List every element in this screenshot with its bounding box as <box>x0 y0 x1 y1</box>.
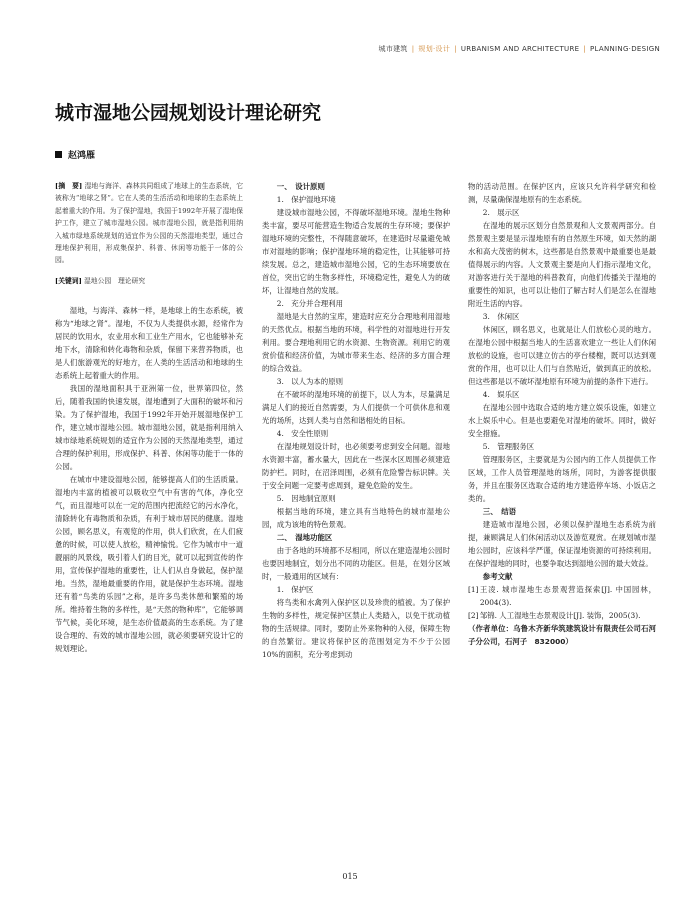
paragraph: 湿地，与海洋、森林一样，是地球上的生态系统，被称为“地球之肾”。湿地，不仅为人类提供水源，经常作为居民的饮用水，农业用水和工业生产用水，它也能够补充地下水，清除和转化毒物和杂质，保留下来营养物质，也是人们旅游观光的好地方，在人类的生活活动和地球的生态系统上起着重大的作用。 <box>55 305 243 380</box>
subsection-heading: 4. 安全性原则 <box>276 429 329 438</box>
keywords <box>55 275 243 288</box>
section-heading: 三、 结语 <box>482 507 517 516</box>
header-cn-a: 城市建筑 <box>378 45 408 53</box>
paragraph: 我国的湿地面积具于亚洲第一位，世界第四位，然后，随着我国的快速发展，湿地遭到了大面积的破坏和污染。为了保护湿地，我国于1992年开始开展湿地保护工作，建立城市湿地公园。城市湿地公园，就是指利用纳入城市绿地系统规划的适宜作为公园的天然湿地类型，通过合理的保护利用，形成保护、科普、休闲等功能于一体的公园。 <box>55 383 243 471</box>
paragraph: 在不破坏的湿地环境的前提下，以人为本，尽量满足满足人们的接近自然需要，为人们提供一个可供休息和观光的场所，达到人类与自然和谐相处的目标。 <box>262 390 450 425</box>
header-en-b: PLANNING·DESIGN <box>590 45 660 53</box>
header-en-a: URBANISM AND ARCHITECTURE <box>460 45 580 53</box>
column-1 <box>55 180 243 655</box>
subsection-heading: 3. 以人为本的原则 <box>276 377 343 386</box>
paragraph: 管理服务区，主要就是为公园内的工作人员提供工作区域，工作人员管理湿地的场所，同时，为游客提供服务，并且在服务区选取合适的地方建造停车场、小饭店之类的。 <box>468 455 656 503</box>
column-3 <box>468 180 656 648</box>
paragraph: 休闲区，顾名思义，也就是让人们放松心灵的地方。在湿地公园中根据当地人的生活喜欢建立一些让人们休闲放松的设施，也可以建立仿古的亭台楼榭，既可以达到观赏的作用，也可以让人们与自然贴近，做到真正的放松。但这些都是以不破坏湿地原有环境为前提的条件下进行。 <box>468 325 656 386</box>
page-number: 015 <box>342 872 358 881</box>
reference-item <box>468 583 656 609</box>
keywords-text: 湿地公园 理论研究 <box>84 276 146 285</box>
subsection-heading: 1. 保护湿地环境 <box>276 195 336 204</box>
section-heading: 一、 设计原则 <box>276 182 325 191</box>
paragraph: 物的活动范围。在保护区内，应该只允许科学研究和检测，尽量确保湿地原有的生态系统。 <box>468 182 656 204</box>
paragraph: 建设城市湿地公园，不得破坏湿地环境。湿地生物种类丰富，要尽可能营造生物适合发展的生存环境；要保护湿地环境的完整性，不得随意破坏，在建造时尽量避免城市对湿地的影响；保护湿地环境的稳定性，让其能够可持续发展。总之，建造城市湿地公园，它的生态环境要放在首位，突出它的生物多样性，环境稳定性，避免人为的破坏，让湿地自然的发展。 <box>262 208 450 295</box>
paragraph: 将鸟类和水禽列入保护区以及珍贵的植被。为了保护生物的多样性，规定保护区禁止人类踏入，以免干扰动植物的生活规律。同时，要防止外来物种的入侵，保障生物的自然繁衍。建议将保护区的范围划定为不少于公园 10%的面积，充分考虑到动 <box>262 598 450 659</box>
subsection-heading: 1. 保护区 <box>276 585 314 594</box>
subsection-heading: 4. 娱乐区 <box>482 390 520 399</box>
abstract <box>55 180 243 267</box>
reference-text: 邹锦. 人工湿地生态景观设计[J]. 装饰，2005(3). <box>479 611 641 620</box>
column-2 <box>262 180 450 661</box>
article-title: 城市湿地公园规划设计理论研究 <box>55 102 322 124</box>
paragraph: 在城市中建设湿地公园，能够提高人们的生活质量。湿地内丰富的植被可以吸收空气中有害的气体，净化空气，而且湿地可以在一定的范围内把流经它的污水净化，清除转化有毒物质和杂质，有利于城市居民的健康。湿地公园，顾名思义，有观览的作用，供人们欣赏，在人们疲惫的时候，可以使人放松，精神愉悦。它作为城市中一道靓丽的风景线，吸引着人们的目光，就可以起到宣传的作用，宣传保护湿地的重要性，让人们从自身做起，保护湿地。当然，湿地最重要的作用，就是保护生态环境。湿地还有着“鸟类的乐园”之称，是许多鸟类休憩和繁殖的场所。维持着生物的多样性，是“天然的物种库”，它能够调节气候，美化环境，是生态价值最高的生态系统。为了建设合理的、有效的城市湿地公园，就必须要研究设计它的规划理论。 <box>55 474 243 653</box>
reference-item <box>468 609 656 622</box>
reference-number: [2] <box>468 611 479 620</box>
paragraph: 根据当地的环境，建立具有当地特色的城市湿地公园，成为该地的特色景观。 <box>262 507 450 529</box>
paragraph: 在湿地公园中选取合适的地方建立娱乐设施，如建立水上娱乐中心。但是也要避免对湿地的破坏。同时，做好安全措施。 <box>468 403 656 438</box>
section-heading: 二、 湿地功能区 <box>276 533 333 542</box>
paragraph: 由于各地的环境都不尽相同，所以在建造湿地公园时也要因地制宜，划分出不同的功能区。但是，在划分区域时，一般通用的区域有： <box>262 546 450 581</box>
abstract-label: [摘 要] <box>55 182 83 190</box>
running-header: 城市建筑 | 规划·设计 | URBANISM AND ARCHITECTURE | PLANNING·DESIGN <box>378 45 660 53</box>
paragraph: 在湿地规划设计时，也必须要考虑到安全问题。湿地水资源丰富，蓄水量大，因此在一些深水区周围必须建造防护栏。同时，在沼泽周围，必须有危险警告标识牌。关于安全问题一定要考虑周到，避免危险的发生。 <box>262 442 450 490</box>
paragraph: 在湿地的展示区划分自然景观和人文景观两部分。自然景观主要是显示湿地原有的自然原生环境，如天然的湖水和高大茂密的树木，这些都是自然景观中最重要也是最值得展示的内容。人文景观主要是向人们指示湿地文化，对游客进行关于湿地的科普教育，向他们传播关于湿地的重要性的知识，也可以让他们了解古时人们是怎么在湿地附近生活的内容。 <box>468 221 656 308</box>
subsection-heading: 2. 展示区 <box>482 208 520 217</box>
reference-text: 王凌. 城市湿地生态景观营造探索[J]. 中国园林，2004(3). <box>479 585 656 607</box>
author-affiliation: （作者单位：乌鲁木齐新华筑建筑设计有限责任公司石河子分公司，石河子 832000） <box>468 624 656 646</box>
paragraph: 建造城市湿地公园，必须以保护湿地生态系统为前提，兼顾满足人们休闲活动以及游览观赏。在规划城市湿地公园时，应该科学严谨，保证湿地资源的可持续利用。在保护湿地的同时，也要争取达到湿地公园的最大效益。 <box>468 520 656 568</box>
author-line <box>55 148 95 161</box>
section-heading: 参考文献 <box>482 572 513 581</box>
author-name: 赵鸿雁 <box>68 151 96 161</box>
subsection-heading: 3. 休闲区 <box>482 312 520 321</box>
keywords-label: [关键词] <box>55 276 82 285</box>
subsection-heading: 2. 充分并合理利用 <box>276 299 343 308</box>
subsection-heading: 5. 管理服务区 <box>482 442 535 451</box>
square-bullet-icon <box>55 151 62 158</box>
reference-number: [1] <box>468 585 479 594</box>
subsection-heading: 5. 因地制宜原则 <box>276 494 336 503</box>
header-cn-b: 规划·设计 <box>418 45 451 53</box>
abstract-text: 湿地与海洋、森林共同组成了地球上的生态系统，它被称为“地球之肾”。它在人类的生活活动和地球的生态系统上起着重大的作用。为了保护湿地，我国于1992年开展了湿地保护工作，建立了城市湿地公园。城市湿地公园，就是指利用纳入城市绿地系统规划的适宜作为公园的天然湿地类型，通过合理地保护利用，形成集保护、科普、休闲等功能于一体的公园。 <box>55 182 243 265</box>
paragraph: 湿地是大自然的宝库，建造时应充分合理地利用湿地的天然优点。根据当地的环境，科学性的对湿地进行开发利用。要合理地利用它的水资源、生物资源。利用它的观赏价值和经济价值，为城市带来生态、经济的多方面合理的综合效益。 <box>262 312 450 373</box>
